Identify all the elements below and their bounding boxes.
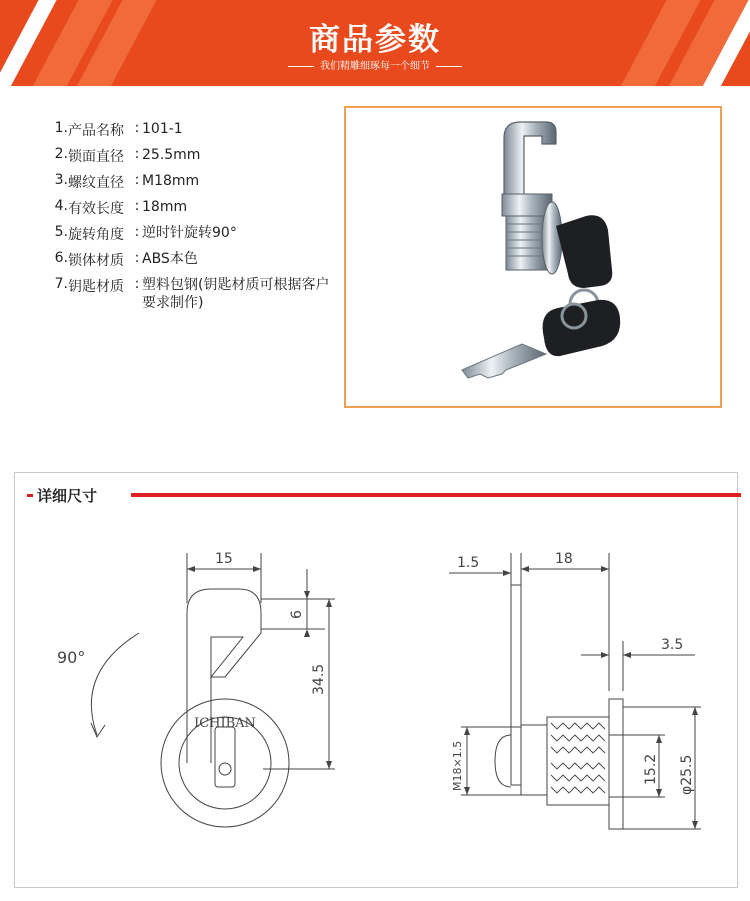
dim-plate-label: 1.5	[457, 555, 480, 571]
key-blade	[462, 344, 546, 378]
screw-head	[495, 735, 511, 787]
dim-offset-label: 3.5	[661, 637, 684, 653]
spec-value: 25.5mm	[142, 147, 201, 163]
spec-row	[54, 172, 342, 198]
dim-thread-label: M18×1.5	[451, 740, 464, 791]
spec-number: 6.	[54, 250, 68, 266]
spec-value: M18mm	[142, 173, 200, 189]
spec-row	[54, 250, 342, 276]
spec-colon: :	[134, 120, 140, 136]
spec-colon: :	[134, 172, 140, 188]
spec-label: 有效长度	[68, 201, 124, 217]
spec-row	[54, 276, 342, 324]
key-head	[556, 215, 612, 288]
spec-label: 钥匙材质	[68, 279, 124, 295]
dim-inner-label: 15.2	[643, 753, 659, 785]
spec-colon: :	[134, 276, 140, 292]
dim-width-label: 15	[215, 551, 233, 567]
rotation-arc	[91, 633, 139, 735]
spec-number: 4.	[54, 198, 68, 214]
spec-value: 101-1	[142, 121, 183, 137]
spec-colon: :	[134, 224, 140, 240]
lock-shoulder	[521, 725, 547, 795]
spec-number: 5.	[54, 224, 68, 240]
dim-diameter-label: φ25.5	[679, 754, 695, 795]
dimension-drawing	[15, 473, 737, 887]
spec-row	[54, 146, 342, 172]
spec-colon: :	[134, 198, 140, 214]
spec-number: 2.	[54, 146, 68, 162]
spec-number: 7.	[54, 276, 68, 292]
cam-outline	[187, 589, 261, 763]
spec-label: 锁面直径	[68, 149, 124, 165]
spec-value: 18mm	[142, 199, 188, 215]
detail-section	[14, 472, 738, 888]
spec-row	[54, 120, 342, 146]
rotation-label: 90°	[57, 648, 86, 667]
divider	[288, 66, 314, 67]
divider	[436, 66, 462, 67]
lock-flange	[609, 699, 623, 829]
spec-value: ABS本色	[142, 251, 198, 267]
spec-label: 产品名称	[68, 123, 124, 139]
cam-lock-illustration	[346, 108, 720, 406]
product-photo	[344, 106, 722, 408]
cam-plate	[511, 585, 521, 785]
spec-value: 逆时针旋转90°	[142, 225, 237, 241]
dim-length-label: 18	[555, 551, 573, 567]
subtitle-text: 我们精雕细琢每一个细节	[320, 61, 430, 72]
spec-row	[54, 198, 342, 224]
spec-list	[54, 120, 342, 324]
dim-height-label: 34.5	[311, 663, 327, 695]
cam-blade	[504, 122, 556, 196]
page-title: 商品参数	[309, 22, 441, 58]
spec-colon: :	[134, 250, 140, 266]
brand-label: ICHIBAN	[194, 716, 256, 731]
page-subtitle	[0, 57, 750, 72]
spec-number: 3.	[54, 172, 68, 188]
spec-value: 塑料包钢(钥匙材质可根据客户要求制作)	[142, 277, 330, 311]
spec-label: 旋转角度	[68, 227, 124, 243]
section-title: 详细尺寸	[37, 487, 98, 505]
spec-label: 锁体材质	[68, 253, 124, 269]
spec-row	[54, 224, 342, 250]
spec-number: 1.	[54, 120, 68, 136]
keyhole-slot	[215, 727, 235, 787]
header-banner	[0, 0, 750, 86]
dim-slot-label: 6	[289, 610, 305, 619]
spec-label: 螺纹直径	[68, 175, 124, 191]
spec-colon: :	[134, 146, 140, 162]
